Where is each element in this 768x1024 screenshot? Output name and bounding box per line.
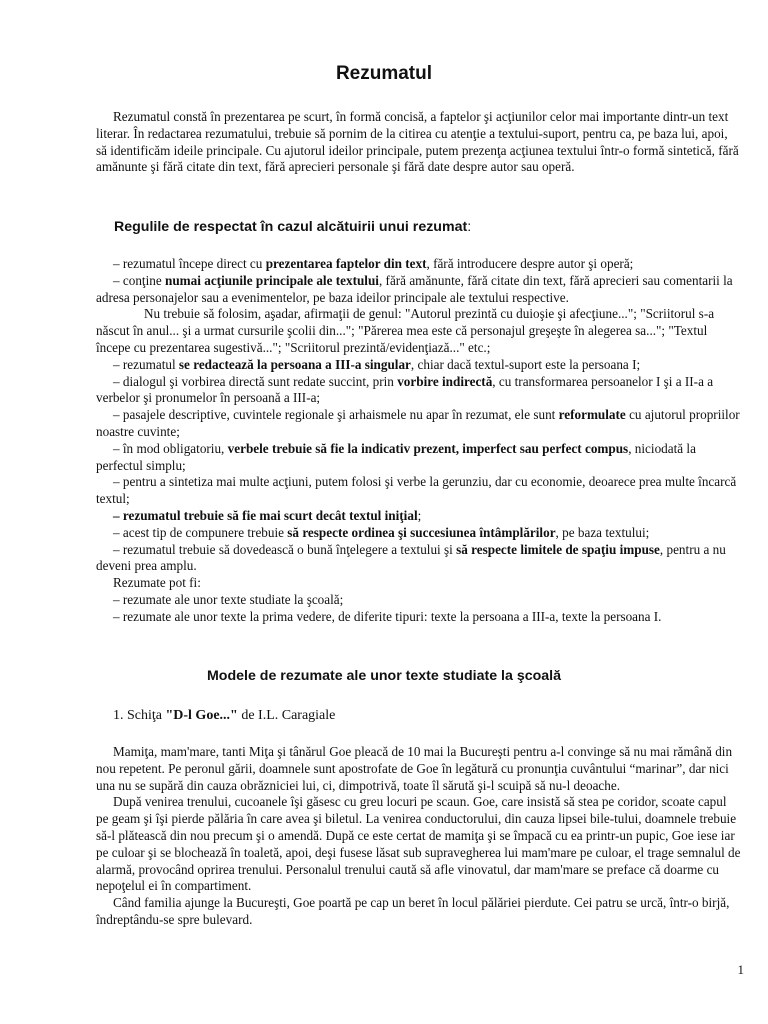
rule-item: – rezumatul trebuie să dovedească o bună înţelegere a textului şi să respecte limitele de spaţiu impuse, pentru a nu deveni prea amplu. [96,541,726,574]
rule-item: – rezumate ale unor texte la prima vedere, de diferite tipuri: texte la persoana a III-a, texte la persoana I. [113,608,662,624]
schita-section [96,708,741,725]
page-number: 1 [737,962,744,977]
intro-paragraph: Rezumatul constă în prezentarea pe scurt, în formă concisă, a faptelor şi acţiunilor celor mai importante dintr-un text literar. În redactarea rezumatului, trebuie să pornim de la citirea cu atenţie a textului-suport, pentru ca, pe baza lui, apoi, să identificăm ideile principale. Cu ajutorul ideilor principale, putem prezenţa acţiunea textului într-o formă sintetică, fără amănunte şi fără citate din text, fără aprecieri personale şi fără date despre autor sau operă. [96,109,739,175]
intro-section [96,109,741,176]
rule-item: Rezumate pot fi: [113,575,201,591]
story-section [96,744,741,929]
rule-item: – pasajele descriptive, cuvintele regionale şi arhaismele nu apar în rezumat, ele sunt reformulate cu ajutorul propriilor noastre cuvinte; [96,407,740,439]
page-title: Rezumatul [335,63,433,84]
rule-item: – dialogul şi vorbirea directă sunt redate succint, prin vorbire indirectă, cu transformarea persoanelor I şi a II-a a verbelor şi pronumelor în persoană a III-a; [96,373,714,406]
rules-list [96,256,741,626]
story-paragraph: Când familia ajunge la Bucureşti, Goe poartă pe cap un beret în locul pălăriei pierdute. Cei patru se urcă, într-o birjă, îndreptându-se spre bulevard. [96,895,730,927]
rule-item: – pentru a sintetiza mai multe acţiuni, putem folosi şi verbe la gerunziu, dar cu economie, deoarece prea multe încarcă textul; [96,474,737,507]
rule-item: – rezumatul se redactează la persoana a III-a singular, chiar dacă textul-suport este la persoana I; [113,356,641,372]
rule-item: – rezumate ale unor texte studiate la şcoală; [113,591,344,607]
rule-item: – în mod obligatoriu, verbele trebuie să fie la indicativ prezent, imperfect sau perfect compus, niciodată la perfectul simplu; [96,440,696,473]
rule-item: Nu trebuie să folosim, aşadar, afirmaţii de genul: "Autorul prezintă cu duioşie şi afecţiune..."; "Scriitorul s-a născut în anul... şi a urmat cursurile şcolii din..."; "Părerea mea este că personajul greşeşte în alegerea sa..."; "Textul începe cu prezentarea sugestivă..."; "Scriitorul prezintă/evidenţiază..." etc.; [96,306,715,355]
schita-title: 1. Schiţa "D-l Goe..." de I.L. Caragiale [113,708,336,723]
rules-heading-text: Regulile de respectat în cazul alcătuirii unui rezumat [114,219,468,235]
story-paragraph: După venirea trenului, cucoanele îşi găsesc cu greu locuri pe scaun. Goe, care insistă să stea pe coridor, scoate capul pe geam şi îşi pierde pălăria în care avea şi biletul. La venirea conductorului, din cauza lipsei bile-tului, doamnele trebuie să-l plătească din nou precum şi o amendă. După ce este certat de mamiţa şi se împacă cu ea printr-un pupic, Goe iese iar pe culoar şi se blochează în toaletă, apoi, deşi fusese lăsat sub supravegherea lui mam'mare pe culoar, el trage semnalul de alarmă, provocând oprirea trenului. Personalul trenului caută să afle vinovatul, dar mam'mare se preface că doarme cu nepoţelul ei în compartiment. [96,794,741,894]
models-heading: Modele de rezumate ale unor texte studiate la şcoală [206,668,561,684]
rule-item: – conţine numai acţiunile principale ale textului, fără amănunte, fără citate din text, fără aprecieri sau comentarii la adresa personajelor sau a evenimentelor, pe baza ideilor principale ale textului respective. [96,272,733,305]
rule-item: – rezumatul trebuie să fie mai scurt decât textul iniţial; [113,507,422,523]
rule-item: – acest tip de compunere trebuie să respecte ordinea şi succesiunea întâmplărilor, pe baza textului; [113,524,650,540]
story-paragraph: Mamiţa, mam'mare, tanti Miţa şi tânărul Goe pleacă de 10 mai la Bucureşti pentru a-l convinge să nu mai rămână din nou repetent. Pe peronul gării, doamnele sunt apostrofate de Goe în legătură cu pronunţia cuvântului “marinar”, dar nici una nu se supără din cauza obrăzniciei lui, ci, dimpotrivă, toate îl sărută şi-l scuipă să nu-l deoache. [96,744,733,793]
rule-item: – rezumatul începe direct cu prezentarea faptelor din text, fără introducere despre autor şi operă; [113,256,634,271]
rules-heading [114,219,471,236]
rules-heading-colon: : [467,219,472,235]
